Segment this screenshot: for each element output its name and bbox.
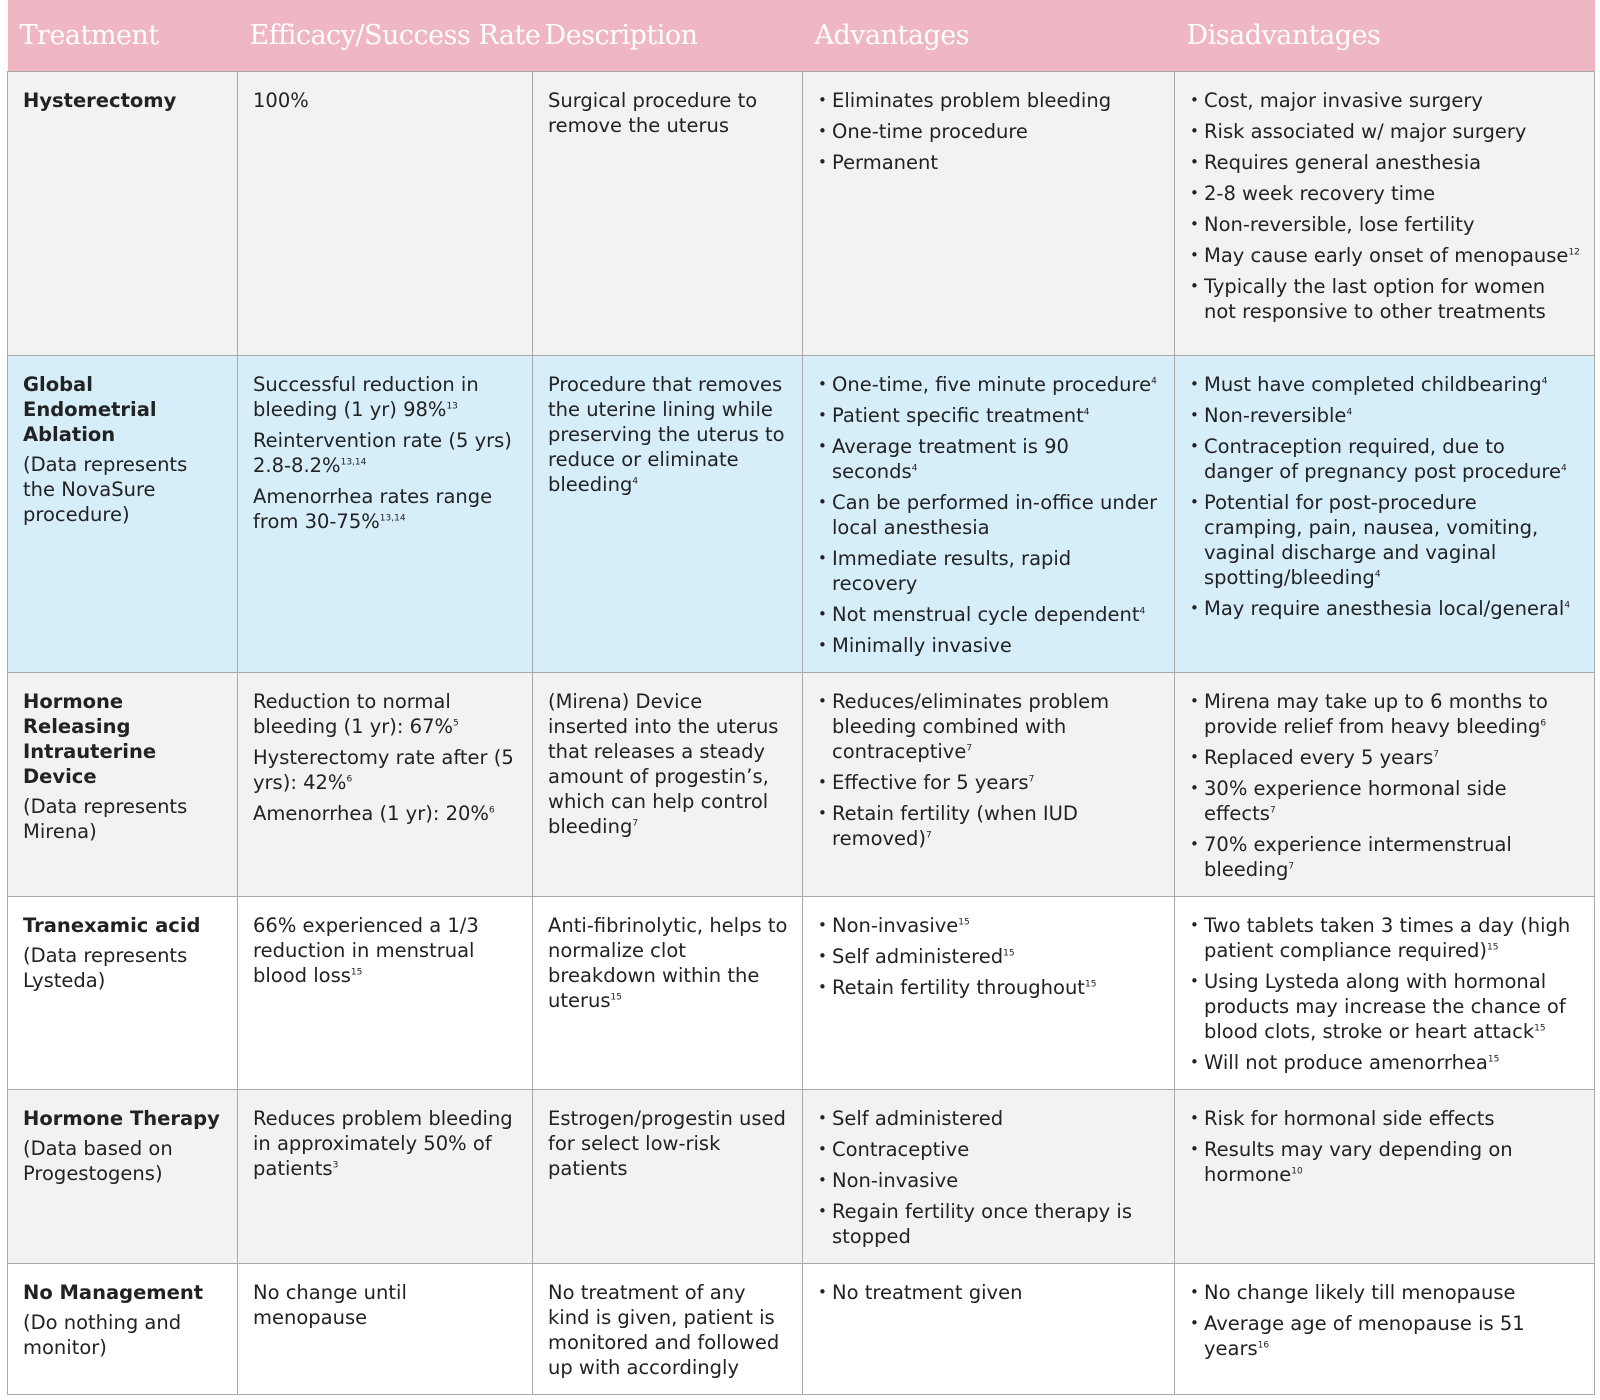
disadvantage-item xyxy=(1190,1280,1580,1305)
advantage-text: Permanent xyxy=(832,150,939,174)
efficacy-footnote: 6 xyxy=(346,774,353,784)
advantage-footnote: 7 xyxy=(1028,774,1035,784)
efficacy-item xyxy=(253,372,518,422)
disadvantage-footnote: 7 xyxy=(1433,749,1440,759)
description-text: Procedure that removes the uterine lining while preserving the uterus to reduce or eliminate bleeding xyxy=(548,372,785,496)
cell-advantages xyxy=(803,355,1175,672)
advantage-item xyxy=(818,944,1160,969)
advantage-item xyxy=(818,1106,1160,1131)
header-row xyxy=(8,0,1595,71)
efficacy-footnote: 13 xyxy=(446,401,458,411)
advantage-text: Contraceptive xyxy=(832,1137,970,1161)
disadvantage-item xyxy=(1190,403,1580,428)
advantage-text: Reduces/eliminates problem bleeding combined with contraceptive xyxy=(832,689,1110,763)
advantage-text: Non-invasive xyxy=(832,1168,959,1192)
advantage-item xyxy=(818,403,1160,428)
disadvantage-item xyxy=(1190,832,1580,882)
disadvantage-footnote: 12 xyxy=(1568,247,1580,257)
advantages-list xyxy=(818,372,1160,658)
disadvantage-item xyxy=(1190,969,1580,1044)
disadvantage-item xyxy=(1190,372,1580,397)
efficacy-text: Reduction to normal bleeding (1 yr): 67% xyxy=(253,689,454,738)
disadvantage-footnote: 7 xyxy=(1288,861,1295,871)
advantage-item xyxy=(818,546,1160,596)
disadvantage-text: Potential for post-procedure cramping, pain, nausea, vomiting, vaginal discharge and vaginal spotting/bleeding xyxy=(1204,490,1539,589)
disadvantage-text: No change likely till menopause xyxy=(1204,1280,1516,1304)
cell-efficacy xyxy=(238,1263,533,1394)
description-item xyxy=(548,913,788,1013)
advantages-list xyxy=(818,913,1160,1000)
advantage-text: Not menstrual cycle dependent xyxy=(832,602,1140,626)
efficacy-footnote: 3 xyxy=(332,1160,339,1170)
disadvantage-item xyxy=(1190,745,1580,770)
disadvantage-text: Results may vary depending on hormone xyxy=(1204,1137,1513,1186)
description-footnote: 7 xyxy=(632,818,639,828)
header-disadvantages: Disadvantages xyxy=(1186,19,1381,51)
advantage-footnote: 15 xyxy=(1084,979,1097,989)
cell-disadvantages xyxy=(1175,355,1595,672)
cell-disadvantages xyxy=(1175,896,1595,1089)
disadvantage-text: 70% experience intermenstrual bleeding xyxy=(1204,832,1512,881)
treatment-note: (Data represents Lysteda) xyxy=(23,943,188,992)
disadvantage-item xyxy=(1190,88,1580,113)
efficacy-item xyxy=(253,428,518,478)
efficacy-footnote: 6 xyxy=(488,805,495,815)
cell-efficacy xyxy=(238,1089,533,1263)
advantage-footnote: 4 xyxy=(1083,407,1090,417)
disadvantage-item xyxy=(1190,1050,1580,1075)
disadvantage-item xyxy=(1190,434,1580,484)
disadvantage-text: Using Lysteda along with hormonal products may increase the chance of blood clots, stroke or heart attack xyxy=(1204,969,1566,1043)
header-advantages: Advantages xyxy=(814,19,970,51)
disadvantage-footnote: 15 xyxy=(1534,1023,1546,1033)
advantage-item xyxy=(818,490,1160,540)
disadvantage-footnote: 4 xyxy=(1346,407,1353,417)
cell-advantages xyxy=(803,672,1175,896)
table-body xyxy=(8,71,1595,1394)
advantage-text: Effective for 5 years xyxy=(832,770,1029,794)
disadvantage-item xyxy=(1190,181,1580,206)
description-item xyxy=(548,372,788,497)
disadvantage-footnote: 4 xyxy=(1374,569,1381,579)
table-row xyxy=(8,896,1595,1089)
disadvantage-item xyxy=(1190,119,1580,144)
disadvantage-text: May cause early onset of menopause xyxy=(1204,243,1569,267)
disadvantages-list xyxy=(1190,689,1580,882)
advantage-text: Immediate results, rapid recovery xyxy=(832,546,1072,595)
cell-treatment xyxy=(8,1089,238,1263)
treatment-note: (Data represents Mirena) xyxy=(23,794,188,843)
table-row xyxy=(8,1263,1595,1394)
cell-advantages xyxy=(803,1089,1175,1263)
advantage-footnote: 4 xyxy=(911,463,918,473)
advantage-item xyxy=(818,975,1160,1000)
disadvantage-text: May require anesthesia local/general xyxy=(1204,596,1565,620)
header-efficacy: Efficacy/Success Rate xyxy=(249,19,541,51)
advantage-text: Regain fertility once therapy is stopped xyxy=(832,1199,1133,1248)
treatment-name: No Management xyxy=(23,1280,204,1304)
efficacy-item xyxy=(253,88,518,113)
disadvantages-list xyxy=(1190,913,1580,1075)
advantage-item xyxy=(818,1168,1160,1193)
disadvantage-item xyxy=(1190,150,1580,175)
cell-efficacy xyxy=(238,71,533,355)
cell-advantages xyxy=(803,71,1175,355)
advantages-list xyxy=(818,88,1160,175)
advantage-item xyxy=(818,88,1160,113)
efficacy-item xyxy=(253,745,518,795)
description-text: Estrogen/progestin used for select low-risk patients xyxy=(548,1106,786,1180)
advantage-item xyxy=(818,689,1160,764)
treatment-name: Hormone Therapy xyxy=(23,1106,220,1130)
disadvantage-item xyxy=(1190,212,1580,237)
cell-efficacy xyxy=(238,896,533,1089)
advantage-text: Retain fertility (when IUD removed) xyxy=(832,801,1078,850)
advantage-item xyxy=(818,602,1160,627)
disadvantage-text: Non-reversible, lose fertility xyxy=(1204,212,1475,236)
cell-disadvantages xyxy=(1175,1089,1595,1263)
efficacy-item xyxy=(253,1106,518,1181)
disadvantage-text: Requires general anesthesia xyxy=(1204,150,1482,174)
table-row xyxy=(8,1089,1595,1263)
advantage-footnote: 15 xyxy=(958,917,970,927)
disadvantage-footnote: 4 xyxy=(1541,376,1548,386)
header-treatment: Treatment xyxy=(19,19,159,51)
description-item xyxy=(548,88,788,138)
disadvantage-footnote: 7 xyxy=(1269,805,1276,815)
disadvantage-text: Risk associated w/ major surgery xyxy=(1204,119,1527,143)
disadvantage-text: 30% experience hormonal side effects xyxy=(1204,776,1507,825)
disadvantage-footnote: 15 xyxy=(1487,1054,1500,1064)
cell-treatment xyxy=(8,1263,238,1394)
efficacy-footnote: 13,14 xyxy=(340,457,367,467)
cell-treatment xyxy=(8,896,238,1089)
disadvantage-item xyxy=(1190,776,1580,826)
disadvantage-item xyxy=(1190,490,1580,590)
advantages-list xyxy=(818,689,1160,851)
disadvantage-item xyxy=(1190,1106,1580,1131)
disadvantage-footnote: 10 xyxy=(1291,1166,1303,1176)
cell-treatment xyxy=(8,672,238,896)
disadvantage-item xyxy=(1190,1137,1580,1187)
efficacy-text: Hysterectomy rate after (5 yrs): 42% xyxy=(253,745,514,794)
advantage-item xyxy=(818,434,1160,484)
advantage-text: Non-invasive xyxy=(832,913,959,937)
disadvantages-list xyxy=(1190,1280,1580,1361)
cell-advantages xyxy=(803,896,1175,1089)
advantage-item xyxy=(818,770,1160,795)
advantage-text: Patient specific treatment xyxy=(832,403,1084,427)
disadvantages-list xyxy=(1190,88,1580,324)
cell-efficacy xyxy=(238,672,533,896)
disadvantages-list xyxy=(1190,372,1580,621)
cell-disadvantages xyxy=(1175,672,1595,896)
cell-description xyxy=(533,896,803,1089)
efficacy-footnote: 5 xyxy=(453,718,459,728)
advantage-text: Can be performed in-office under local anesthesia xyxy=(832,490,1158,539)
advantage-text: Average treatment is 90 seconds xyxy=(832,434,1069,483)
disadvantage-text: Replaced every 5 years xyxy=(1204,745,1434,769)
treatment-name: Hormone Releasing Intrauterine Device xyxy=(23,689,157,788)
description-footnote: 15 xyxy=(610,992,622,1002)
efficacy-item xyxy=(253,801,518,826)
disadvantage-item xyxy=(1190,274,1580,324)
advantage-footnote: 4 xyxy=(1139,606,1146,616)
cell-description xyxy=(533,1263,803,1394)
advantage-item xyxy=(818,1137,1160,1162)
disadvantage-item xyxy=(1190,243,1580,268)
efficacy-text: Amenorrhea (1 yr): 20% xyxy=(253,801,489,825)
disadvantage-footnote: 6 xyxy=(1540,718,1547,728)
advantage-footnote: 7 xyxy=(926,830,932,840)
disadvantage-text: Contraception required, due to danger of pregnancy post procedure xyxy=(1204,434,1561,483)
treatment-note: (Data based on Progestogens) xyxy=(23,1136,173,1185)
description-text: Surgical procedure to remove the uterus xyxy=(548,88,758,137)
description-footnote: 4 xyxy=(632,476,639,486)
treatment-name: Global Endometrial Ablation xyxy=(23,372,157,446)
disadvantage-footnote: 4 xyxy=(1564,600,1571,610)
disadvantage-footnote: 16 xyxy=(1257,1340,1270,1350)
advantage-item xyxy=(818,1199,1160,1249)
efficacy-item xyxy=(253,1280,518,1330)
disadvantage-text: Will not produce amenorrhea xyxy=(1204,1050,1488,1074)
efficacy-text: Successful reduction in bleeding (1 yr) 98% xyxy=(253,372,479,421)
advantage-item xyxy=(818,633,1160,658)
efficacy-text: 100% xyxy=(253,88,309,112)
efficacy-text: Reduces problem bleeding in approximately 50% of patients xyxy=(253,1106,513,1180)
disadvantage-footnote: 15 xyxy=(1487,942,1499,952)
efficacy-text: 66% experienced a 1/3 reduction in menstrual blood loss xyxy=(253,913,479,987)
advantages-list xyxy=(818,1106,1160,1249)
advantage-text: Self administered xyxy=(832,944,1004,968)
description-item xyxy=(548,689,788,839)
disadvantage-item xyxy=(1190,596,1580,621)
disadvantage-item xyxy=(1190,913,1580,963)
cell-treatment xyxy=(8,71,238,355)
advantage-text: Retain fertility throughout xyxy=(832,975,1085,999)
disadvantage-text: Risk for hormonal side effects xyxy=(1204,1106,1495,1130)
cell-disadvantages xyxy=(1175,71,1595,355)
header-description: Description xyxy=(544,19,698,51)
advantage-text: Self administered xyxy=(832,1106,1004,1130)
treatment-note: (Data represents the NovaSure procedure) xyxy=(23,452,188,526)
cell-description xyxy=(533,672,803,896)
disadvantages-list xyxy=(1190,1106,1580,1187)
cell-description xyxy=(533,71,803,355)
disadvantage-item xyxy=(1190,689,1580,739)
advantages-list xyxy=(818,1280,1160,1305)
efficacy-item xyxy=(253,689,518,739)
table-header xyxy=(8,0,1595,71)
advantage-item xyxy=(818,913,1160,938)
disadvantage-text: Typically the last option for women not responsive to other treatments xyxy=(1204,274,1546,323)
efficacy-footnote: 15 xyxy=(350,967,363,977)
advantage-item xyxy=(818,1280,1160,1305)
efficacy-text: No change until menopause xyxy=(253,1280,407,1329)
disadvantage-text: Mirena may take up to 6 months to provide relief from heavy bleeding xyxy=(1204,689,1548,738)
treatment-name: Tranexamic acid xyxy=(23,913,201,937)
advantage-footnote: 15 xyxy=(1003,948,1015,958)
description-item xyxy=(548,1280,788,1380)
advantage-text: No treatment given xyxy=(832,1280,1023,1304)
treatment-name: Hysterectomy xyxy=(23,88,177,112)
cell-efficacy xyxy=(238,355,533,672)
treatment-comparison-table xyxy=(7,0,1595,1395)
advantage-footnote: 7 xyxy=(966,743,973,753)
disadvantage-text: Average age of menopause is 51 years xyxy=(1204,1311,1525,1360)
efficacy-item xyxy=(253,913,518,988)
advantage-item xyxy=(818,119,1160,144)
efficacy-text: Amenorrhea rates range from 30-75% xyxy=(253,484,493,533)
cell-treatment xyxy=(8,355,238,672)
disadvantage-text: Must have completed childbearing xyxy=(1204,372,1542,396)
advantage-item xyxy=(818,150,1160,175)
advantage-text: Eliminates problem bleeding xyxy=(832,88,1112,112)
cell-disadvantages xyxy=(1175,1263,1595,1394)
disadvantage-item xyxy=(1190,1311,1580,1361)
cell-advantages xyxy=(803,1263,1175,1394)
advantage-item xyxy=(818,801,1160,851)
disadvantage-text: Two tablets taken 3 times a day (high patient compliance required) xyxy=(1204,913,1571,962)
advantage-text: One-time, five minute procedure xyxy=(832,372,1152,396)
disadvantage-text: Cost, major invasive surgery xyxy=(1204,88,1483,112)
efficacy-footnote: 13,14 xyxy=(379,513,406,523)
advantage-text: One-time procedure xyxy=(832,119,1028,143)
treatment-note: (Do nothing and monitor) xyxy=(23,1310,182,1359)
disadvantage-text: Non-reversible xyxy=(1204,403,1347,427)
efficacy-item xyxy=(253,484,518,534)
table-row xyxy=(8,71,1595,355)
disadvantage-text: 2-8 week recovery time xyxy=(1204,181,1436,205)
description-text: Anti-fibrinolytic, helps to normalize clot breakdown within the uterus xyxy=(548,913,788,1012)
cell-description xyxy=(533,355,803,672)
advantage-footnote: 4 xyxy=(1151,376,1157,386)
efficacy-text: Reintervention rate (5 yrs) 2.8-8.2% xyxy=(253,428,512,477)
advantage-text: Minimally invasive xyxy=(832,633,1012,657)
description-item xyxy=(548,1106,788,1181)
cell-description xyxy=(533,1089,803,1263)
table-row xyxy=(8,672,1595,896)
disadvantage-footnote: 4 xyxy=(1561,463,1567,473)
advantage-item xyxy=(818,372,1160,397)
description-text: (Mirena) Device inserted into the uterus that releases a steady amount of progestin’s, which can help control bleeding xyxy=(548,689,779,838)
description-text: No treatment of any kind is given, patient is monitored and followed up with accordingly xyxy=(548,1280,780,1379)
table-row xyxy=(8,355,1595,672)
